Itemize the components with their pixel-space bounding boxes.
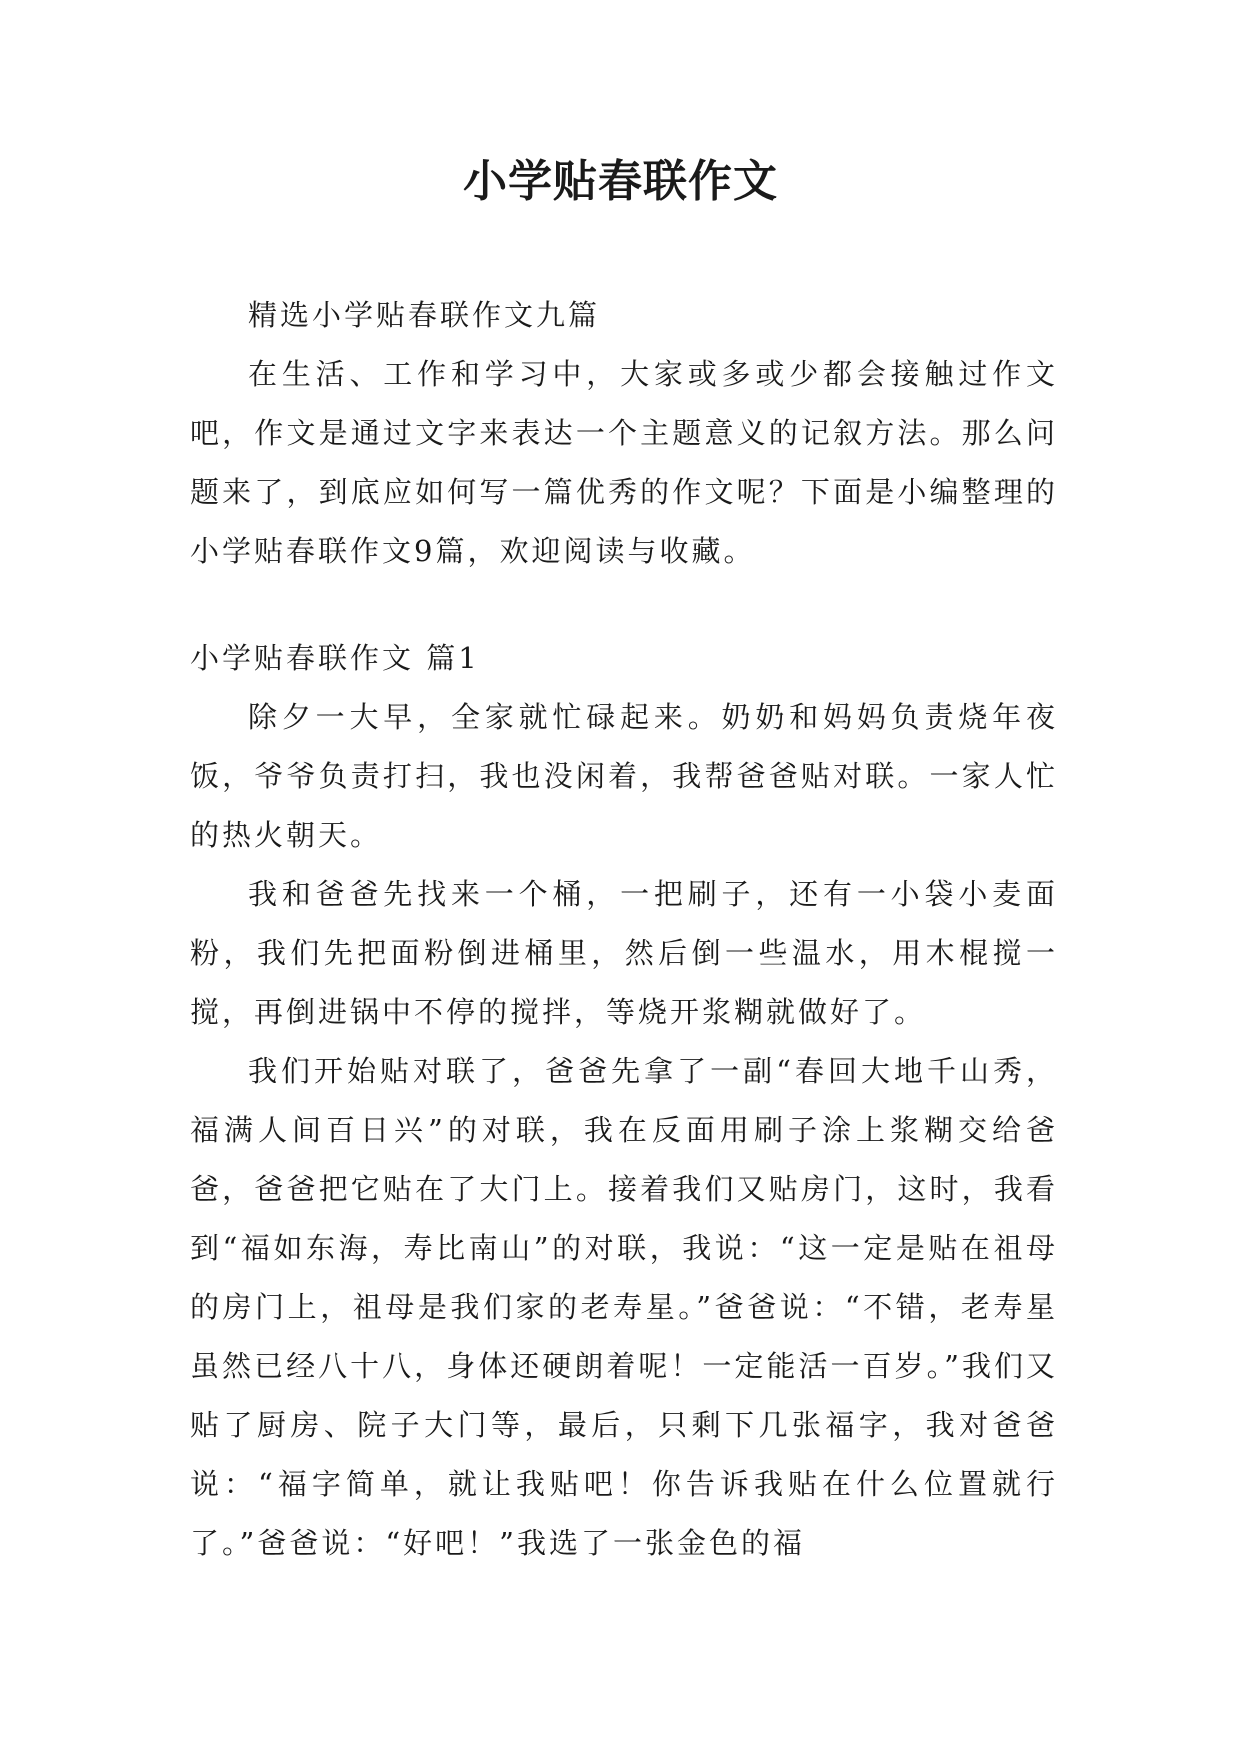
document-body [190,286,1058,1573]
section-gap [190,581,1058,629]
body-paragraph-1: 除夕一大早，全家就忙碌起来。奶奶和妈妈负责烧年夜饭，爷爷负责打扫，我也没闲着，我帮爸爸贴对联。一家人忙的热火朝天。 [190,700,1058,852]
intro-paragraph: 在生活、工作和学习中，大家或多或少都会接触过作文吧，作文是通过文字来表达一个主题意义的记叙方法。那么问题来了，到底应如何写一篇优秀的作文呢？下面是小编整理的小学贴春联作文9篇，欢迎阅读与收藏。 [190,357,1058,568]
body-paragraph-2: 我和爸爸先找来一个桶，一把刷子，还有一小袋小麦面粉，我们先把面粉倒进桶里，然后倒一些温水，用木棍搅一搅，再倒进锅中不停的搅拌，等烧开浆糊就做好了。 [190,877,1058,1029]
document-subtitle: 精选小学贴春联作文九篇 [248,298,601,332]
document-title: 小学贴春联作文 [463,156,778,207]
section-heading: 小学贴春联作文 篇1 [190,641,480,675]
body-paragraph-3: 我们开始贴对联了，爸爸先拿了一副“春回大地千山秀，福满人间百日兴”的对联，我在反面用刷子涂上浆糊交给爸爸，爸爸把它贴在了大门上。接着我们又贴房门，这时，我看到“福如东海，寿比南山”的对联，我说：“这一定是贴在祖母的房门上，祖母是我们家的老寿星。”爸爸说：“不错，老寿星虽然已经八十八，身体还硬朗着呢！一定能活一百岁。”我们又贴了厨房、院子大门等，最后，只剩下几张福字，我对爸爸说：“福字简单，就让我贴吧！你告诉我贴在什么位置就行了。”爸爸说：“好吧！”我选了一张金色的福 [190,1054,1058,1560]
